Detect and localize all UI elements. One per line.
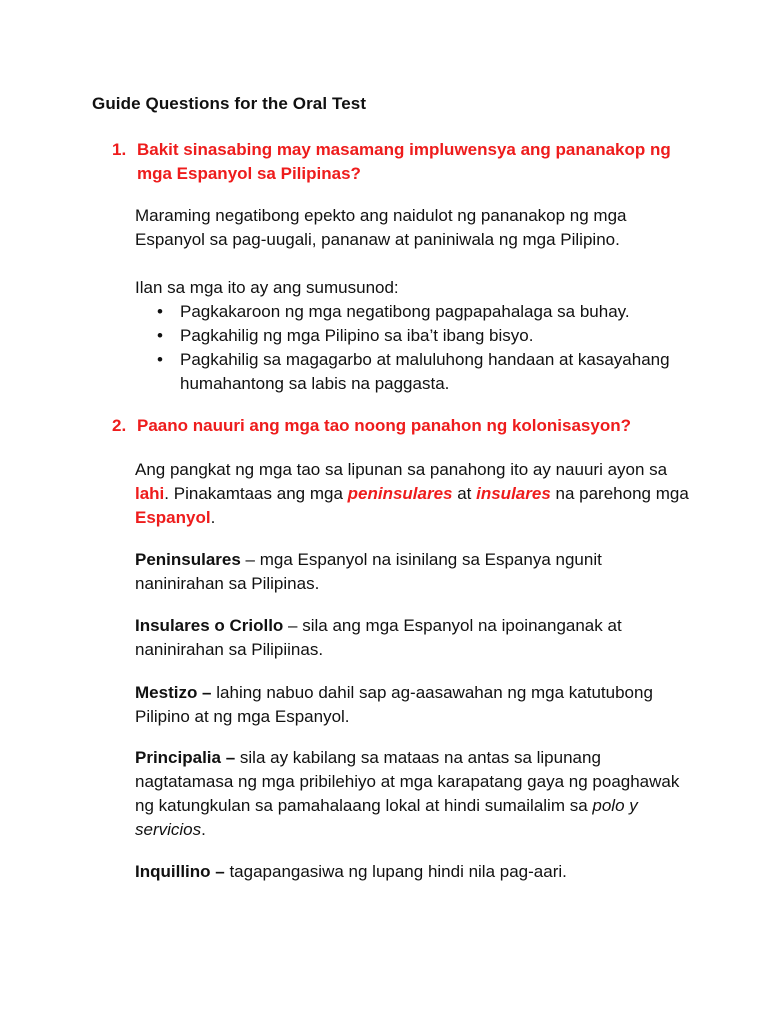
intro-text: Ang pangkat ng mga tao sa lipunan sa panahong ito ay nauuri ayon sa bbox=[135, 460, 668, 479]
document-title: Guide Questions for the Oral Test bbox=[92, 94, 367, 113]
question-1-text: Bakit sinasabing may masamang impluwensya ang pananakop ng mga Espanyol sa Pilipinas? bbox=[137, 140, 671, 183]
highlight-peninsulares: peninsulares bbox=[347, 484, 453, 503]
list-item bbox=[135, 348, 695, 396]
term-definition: tagapangasiwa ng lupang hindi nila pag-aari. bbox=[224, 862, 567, 881]
list-item bbox=[135, 300, 695, 324]
term-label: Peninsulares bbox=[135, 550, 241, 569]
term-principalia bbox=[135, 746, 695, 842]
intro-text: at bbox=[452, 484, 477, 503]
highlight-insulares: insulares bbox=[476, 484, 551, 503]
term-definition: lahing nabuo dahil sap ag-aasawahan ng mga katutubong Pilipino at ng mga Espanyol. bbox=[135, 683, 653, 726]
term-label: Mestizo – bbox=[135, 683, 212, 702]
list-item-text: Pagkahilig ng mga Pilipino sa iba’t ibang bisyo. bbox=[180, 326, 534, 345]
bullet-icon: • bbox=[157, 326, 163, 345]
list-item-text: Pagkahilig sa magagarbo at maluluhong handaan at kasayahang humahantong sa labis na paggasta. bbox=[180, 350, 670, 393]
term-definition: – sila ang mga Espanyol na ipoinanganak at naninirahan sa Pilipiinas. bbox=[135, 616, 622, 659]
intro-text: . Pinakamtaas ang mga bbox=[164, 484, 348, 503]
answer-1-paragraph-1: Maraming negatibong epekto ang naidulot ng pananakop ng mga Espanyol sa pag-uugali, pananaw at paniniwala ng mga Pilipino. bbox=[135, 206, 627, 249]
term-definition-end: . bbox=[201, 820, 206, 839]
intro-text: na parehong mga bbox=[550, 484, 689, 503]
term-label: Principalia – bbox=[135, 748, 236, 767]
term-insulares bbox=[135, 614, 695, 662]
term-inquillino bbox=[135, 860, 695, 884]
term-label: Insulares o Criollo bbox=[135, 616, 284, 635]
term-definition: – mga Espanyol na isinilang sa Espanya ngunit naninirahan sa Pilipinas. bbox=[135, 550, 602, 593]
answer-1-paragraph-2: Ilan sa mga ito ay ang sumusunod: bbox=[135, 278, 399, 297]
list-item-text: Pagkakaroon ng mga negatibong pagpapahalaga sa buhay. bbox=[180, 302, 630, 321]
list-item bbox=[135, 324, 695, 348]
highlight-lahi: lahi bbox=[135, 484, 165, 503]
question-1-number: 1. bbox=[112, 140, 127, 159]
question-2-text: Paano nauuri ang mga tao noong panahon ng kolonisasyon? bbox=[137, 416, 631, 435]
term-label: Inquillino – bbox=[135, 862, 225, 881]
highlight-espanyol: Espanyol bbox=[135, 508, 211, 527]
answer-1-bullet-list bbox=[135, 300, 695, 396]
question-2-number: 2. bbox=[112, 416, 127, 435]
term-definition: sila ay kabilang sa mataas na antas sa lipunang nagtatamasa ng mga pribilehiyo at mga karapatang gaya ng poaghawak ng katungkulan sa pamahalaang lokal at hindi sumailalim sa bbox=[135, 748, 680, 815]
term-peninsulares bbox=[135, 548, 695, 596]
bullet-icon: • bbox=[157, 350, 163, 369]
intro-text: . bbox=[210, 508, 216, 527]
answer-2-intro bbox=[135, 458, 695, 530]
term-definition-italic: polo y servicios bbox=[135, 796, 638, 839]
bullet-icon: • bbox=[157, 302, 163, 321]
term-mestizo bbox=[135, 681, 695, 729]
